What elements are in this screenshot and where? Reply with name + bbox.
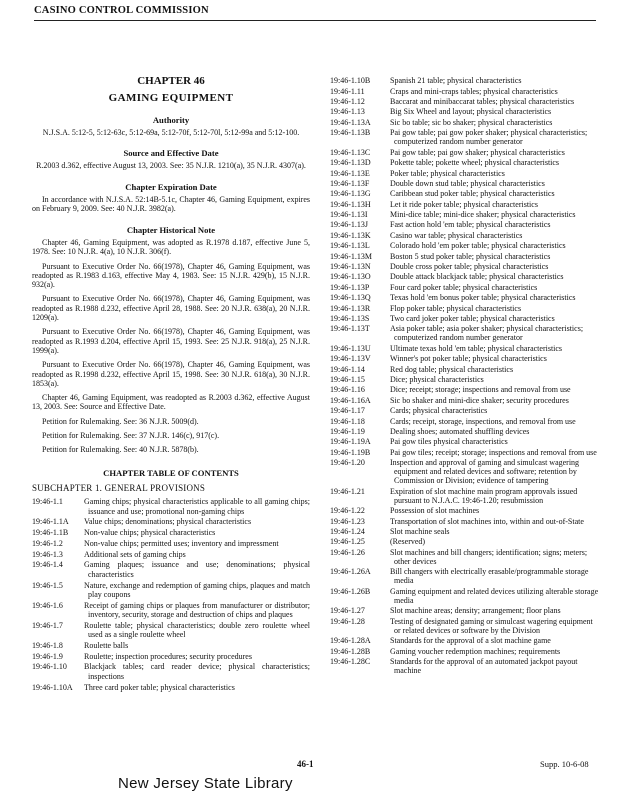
chapter-name: GAMING EQUIPMENT [108,92,234,105]
toc-entry [330,537,600,546]
subchapter-heading: SUBCHAPTER 1. GENERAL PROVISIONS [32,482,206,493]
toc-section-title: Cards; physical characteristics [390,406,488,416]
toc-section-number: 19:46-1.28 [330,616,365,626]
toc-section-title: Gaming equipment and related devices utilizing alterable storage media [390,586,599,605]
toc-section-title: Slot machine seals [390,527,450,536]
toc-section-title: Cards; receipt, storage, inspections, and removal from use [390,416,576,426]
toc-section-number: 19:46-1.26 [330,547,365,557]
toc-section-title: Standards for the approval of an automated jackpot payout machine [390,656,578,675]
toc-section-number: 19:46-1.19A [330,437,371,447]
toc-section-title: Let it ride poker table; physical characteristics [390,199,538,209]
toc-section-number: 19:46-1.13O [330,272,371,282]
toc-entry [330,587,600,605]
toc-entry [330,200,600,209]
toc-section-number: 19:46-1.13E [330,168,370,178]
toc-entry [330,87,600,96]
toc-section-number: 19:46-1.13F [330,178,370,188]
toc-section-title: Mini-dice table; mini-dice shaker; physical characteristics [390,210,576,220]
toc-section-number: 19:46-1.14 [330,364,365,374]
toc-section-title: Big Six Wheel and layout; physical characteristics [390,107,552,117]
source-heading: Source and Effective Date [123,148,219,159]
toc-entry [32,601,310,620]
toc-section-title: Additional sets of gaming chips [84,549,186,559]
toc-section-title: Winner's pot poker table; physical characteristics [390,354,547,364]
toc-entry [330,406,600,415]
toc-section-number: 19:46-1.18 [330,416,365,426]
authority-heading: Authority [152,114,190,125]
toc-entry [330,262,600,271]
toc-section-title: Craps and mini-craps tables; physical characteristics [390,86,558,96]
toc-entry [330,527,600,536]
toc-section-number: 19:46-1.13B [330,128,371,138]
toc-section-title: Asia poker table; asia poker shaker; physical characteristics; computerized random number generator [390,324,584,343]
toc-section-title: Boston 5 stud poker table; physical characteristics [390,251,551,261]
toc-section-title: Roulette balls [84,640,129,650]
toc-entry [330,354,600,363]
toc-section-number: 19:46-1.1A [32,517,69,527]
toc-entry [330,427,600,436]
history-paragraph: Pursuant to Executive Order No. 66(1978), Chapter 46, Gaming Equipment, was readopted as R.1988 d.232, effective April 28, 1988. See: 20 N.J.R. 638(a), 20 N.J.R. 1209(a). [32,294,310,323]
toc-entry [330,189,600,198]
toc-section-title: Pai gow tiles; receipt; storage; inspections and removal from use [390,447,597,457]
toc-entry [330,636,600,645]
expiration-heading: Chapter Expiration Date [125,181,217,192]
toc-section-number: 19:46-1.26A [330,567,371,577]
header-rule [34,20,596,21]
toc-entry [330,272,600,281]
toc-section-number: 19:46-1.15 [330,375,365,385]
toc-section-title: Double down stud table; physical characteristics [390,178,545,188]
chapter-number: CHAPTER 46 [137,75,205,87]
toc-section-title: Sic bo table; sic bo shaker; physical characteristics [390,117,553,127]
toc-section-number: 19:46-1.24 [330,527,365,536]
toc-entry [32,581,310,600]
toc-section-title: (Reserved) [390,537,426,547]
toc-section-number: 19:46-1.1B [32,528,69,538]
toc-section-number: 19:46-1.13L [330,241,370,251]
toc-section-number: 19:46-1.13R [330,303,371,313]
toc-section-title: Dice; physical characteristics [390,375,484,385]
toc-section-number: 19:46-1.2 [32,538,63,548]
toc-section-title: Inspection and approval of gaming and simulcast wagering equipment and related devices and software; retention by Commission or Division; evidence of tampering [390,458,580,486]
toc-section-number: 19:46-1.21 [330,486,365,496]
toc-section-number: 19:46-1.5 [32,580,63,590]
toc-section-number: 19:46-1.17 [330,406,365,416]
toc-section-title: Spanish 21 table; physical characteristics [390,76,522,86]
toc-section-number: 19:46-1.13J [330,220,368,230]
toc-section-title: Blackjack tables; card reader device; physical characteristics; inspections [84,662,310,681]
toc-section-number: 19:46-1.10B [330,76,371,86]
toc-entry [32,683,310,692]
toc-section-title: Gaming plaques; issuance and use; denominations; physical characteristics [84,560,310,579]
toc-section-title: Dice; receipt; storage; inspections and removal from use [390,385,571,395]
toc-entry [330,417,600,426]
toc-entry [32,621,310,640]
toc-section-number: 19:46-1.13C [330,147,371,157]
toc-section-title: Non-value chips; permitted uses; inventory and impressment [84,538,279,548]
toc-section-title: Caribbean stud poker table; physical characteristics [390,189,555,199]
right-column [330,75,600,675]
toc-section-number: 19:46-1.13U [330,343,371,353]
toc-section-number: 19:46-1.28B [330,646,371,656]
history-paragraph: Petition for Rulemaking. See: 37 N.J.R. 146(c), 917(c). [42,431,220,441]
toc-section-number: 19:46-1.13H [330,199,371,209]
toc-entry [330,617,600,635]
toc-section-title: Transportation of slot machines into, within and out-of-State [390,516,584,526]
toc-entry [330,148,600,157]
toc-entry [330,344,600,353]
toc-entry [330,517,600,526]
toc-section-title: Double cross poker table; physical characteristics [390,262,549,272]
toc-section-title: Pai gow table; pai gow poker shaker; physical characteristics; computerized random number generator [390,128,588,147]
toc-section-title: Baccarat and minibaccarat tables; physical characteristics [390,97,575,107]
toc-section-number: 19:46-1.22 [330,506,365,516]
toc-entry [330,375,600,384]
left-column [32,70,310,692]
toc-entry [330,210,600,219]
toc-section-number: 19:46-1.13G [330,189,371,199]
toc-section-title: Two card joker poker table; physical characteristics [390,313,555,323]
toc-entry [330,657,600,675]
toc-section-number: 19:46-1.13V [330,354,371,364]
toc-entry [330,324,600,342]
toc-section-title: Receipt of gaming chips or plaques from manufacturer or distributor; inventory, security, storage and destruction of chips and plaques [84,600,310,619]
history-heading: Chapter Historical Note [126,224,216,235]
toc-section-title: Non-value chips; physical characteristics [84,528,216,538]
toc-entry [330,385,600,394]
toc-section-number: 19:46-1.19 [330,426,365,436]
supplement-date: Supp. 10-6-08 [540,759,589,769]
toc-left-list [32,497,310,692]
toc-entry [330,458,600,485]
toc-section-number: 19:46-1.13N [330,262,371,272]
toc-section-number: 19:46-1.26B [330,586,371,596]
toc-section-number: 19:46-1.7 [32,620,63,630]
toc-entry [330,293,600,302]
toc-section-title: Bill changers with electrically erasable/programmable storage media [390,567,589,586]
toc-right-list [330,76,600,675]
authority-text: N.J.S.A. 5:12-5, 5:12-63c, 5:12-69a, 5:12-70f, 5:12-70l, 5:12-99a and 5:12-100. [42,127,300,137]
toc-entry [330,606,600,615]
toc-entry [330,97,600,106]
toc-entry [330,76,600,85]
toc-section-number: 19:46-1.28C [330,656,371,666]
page-number: 46-1 [297,759,314,769]
toc-section-number: 19:46-1.9 [32,651,63,661]
toc-section-number: 19:46-1.28A [330,636,371,646]
toc-section-number: 19:46-1.16 [330,385,365,395]
toc-entry [330,220,600,229]
toc-entry [32,652,310,661]
history-paragraph: Petition for Rulemaking. See: 36 N.J.R. 5009(d). [42,416,199,426]
toc-entry [330,241,600,250]
toc-section-title: Pai gow table; pai gow shaker; physical characteristics [390,147,565,157]
toc-entry [330,128,600,146]
toc-section-number: 19:46-1.1 [32,497,63,507]
toc-section-number: 19:46-1.13K [330,230,371,240]
toc-entry [32,539,310,548]
toc-section-title: Nature, exchange and redemption of gaming chips, plaques and match play coupons [84,580,310,599]
library-stamp: New Jersey State Library [118,775,293,792]
toc-section-title: Four card poker table; physical characteristics [390,282,538,292]
toc-section-number: 19:46-1.6 [32,600,63,610]
toc-entry [330,107,600,116]
toc-section-number: 19:46-1.20 [330,458,365,468]
toc-section-title: Standards for the approval of a slot machine game [390,636,551,646]
toc-entry [32,497,310,516]
toc-section-title: Double attack blackjack table; physical characteristics [390,272,564,282]
toc-section-title: Ultimate texas hold 'em table; physical characteristics [390,343,563,353]
toc-entry [32,560,310,579]
toc-entry [330,169,600,178]
toc-entry [330,396,600,405]
toc-section-number: 19:46-1.4 [32,560,63,570]
toc-section-number: 19:46-1.11 [330,86,365,96]
toc-section-title: Expiration of slot machine main program approvals issued pursuant to N.J.A.C. 19:46-1.20; resubmission [390,486,578,505]
toc-section-number: 19:46-1.13P [330,282,370,292]
toc-section-number: 19:46-1.13M [330,251,372,261]
toc-entry [32,517,310,526]
toc-section-title: Poker table; physical characteristics [390,168,505,178]
toc-section-title: Roulette table; physical characteristics; double zero roulette wheel used as a single roulette wheel [84,620,310,640]
history-paragraph: Pursuant to Executive Order No. 66(1978), Chapter 46, Gaming Equipment, was readopted as R.1998 d.232, effective April 15, 1998. See: 30 N.J.R. 618(a), 30 N.J.R. 1853(a). [32,360,310,388]
toc-entry [330,304,600,313]
toc-section-title: Dealing shoes; automated shuffling devices [390,426,530,436]
toc-section-title: Gaming voucher redemption machines; requirements [390,646,561,656]
running-header: CASINO CONTROL COMMISSION [34,5,209,16]
toc-section-number: 19:46-1.16A [330,395,371,405]
toc-section-title: Pai gow tiles physical characteristics [390,437,508,447]
toc-section-title: Gaming chips; physical characteristics applicable to all gaming chips; issuance and use; promotional non-gaming chips [84,497,310,516]
toc-section-title: Possession of slot machines [390,506,480,516]
toc-section-title: Three card poker table; physical characteristics [84,682,235,692]
history-paragraph: Petition for Rulemaking. See: 40 N.J.R. 5878(b). [42,445,199,455]
history-paragraph: Chapter 46, Gaming Equipment, was adopted as R.1978 d.187, effective June 5, 1978. See: 10 N.J.R. 4(a), 10 N.J.R. 306(f). [32,237,310,257]
toc-entry [330,118,600,127]
source-text: R.2003 d.362, effective August 13, 2003. See: 35 N.J.R. 1210(a), 35 N.J.R. 4307(a). [36,161,306,171]
toc-entry [330,567,600,585]
toc-entry [330,437,600,446]
toc-section-title: Value chips; denominations; physical characteristics [84,517,252,527]
toc-entry [32,550,310,559]
toc-entry [330,252,600,261]
toc-entry [330,314,600,323]
toc-entry [330,548,600,566]
toc-section-number: 19:46-1.13D [330,158,371,168]
toc-section-number: 19:46-1.13I [330,210,368,220]
toc-entry [32,528,310,537]
toc-section-title: Red dog table; physical characteristics [390,364,514,374]
toc-entry [330,365,600,374]
toc-entry [330,283,600,292]
toc-entry [32,662,310,681]
toc-section-title: Slot machines and bill changers; identification; signs; meters; other devices [390,547,588,566]
toc-section-number: 19:46-1.10 [32,662,67,672]
toc-section-number: 19:46-1.13Q [330,293,371,303]
expiration-text: In accordance with N.J.S.A. 52:14B-5.1c, Chapter 46, Gaming Equipment, expires on February 9, 2009. See: 40 N.J.R. 3982(a). [32,195,310,214]
toc-section-number: 19:46-1.23 [330,516,365,526]
toc-section-number: 19:46-1.25 [330,537,365,547]
toc-section-title: Slot machine areas; density; arrangement; floor plans [390,606,561,616]
toc-section-number: 19:46-1.10A [32,682,73,692]
toc-entry [330,506,600,515]
toc-section-number: 19:46-1.13 [330,107,365,117]
toc-section-number: 19:46-1.3 [32,549,63,559]
history-paragraph: Chapter 46, Gaming Equipment, was readopted as R.2003 d.362, effective August 13, 2003. See: Source and Effective Date. [32,393,310,412]
toc-section-number: 19:46-1.27 [330,606,365,616]
toc-section-title: Flop poker table; physical characteristics [390,303,522,313]
toc-section-title: Colorado hold 'em poker table; physical characteristics [390,241,566,251]
toc-heading: CHAPTER TABLE OF CONTENTS [103,467,239,478]
toc-section-number: 19:46-1.13A [330,117,371,127]
toc-entry [330,179,600,188]
toc-section-number: 19:46-1.8 [32,640,63,650]
toc-entry [330,158,600,167]
toc-section-title: Roulette; inspection procedures; security procedures [84,651,252,661]
toc-section-number: 19:46-1.19B [330,447,371,457]
toc-section-title: Sic bo shaker and mini-dice shaker; security procedures [390,395,569,405]
toc-entry [330,231,600,240]
toc-section-title: Casino war table; physical characteristics [390,230,523,240]
toc-section-title: Pokette table; pokette wheel; physical characteristics [390,158,560,168]
toc-section-number: 19:46-1.13T [330,324,370,334]
toc-section-number: 19:46-1.12 [330,97,365,107]
toc-section-title: Fast action hold 'em table; physical characteristics [390,220,551,230]
toc-section-number: 19:46-1.13S [330,313,370,323]
history-paragraph: Pursuant to Executive Order No. 66(1978), Chapter 46, Gaming Equipment, was readopted as R.1983 d.163, effective May 4, 1983. See: 15 N.J.R. 429(b), 15 N.J.R. 932(a). [32,261,310,290]
toc-section-title: Texas hold 'em bonus poker table; physical characteristics [390,293,576,303]
toc-entry [330,647,600,656]
toc-entry [330,448,600,457]
toc-section-title: Testing of designated gaming or simulcast wagering equipment or related devices or software by the Division [390,616,593,635]
history-paragraph: Pursuant to Executive Order No. 66(1978), Chapter 46, Gaming Equipment, was readopted as R.1993 d.204, effective April 15, 1993. See: 25 N.J.R. 918(a), 25 N.J.R. 1999(a). [32,327,310,355]
toc-entry [32,641,310,650]
toc-entry [330,487,600,505]
history-paragraphs [32,238,310,455]
